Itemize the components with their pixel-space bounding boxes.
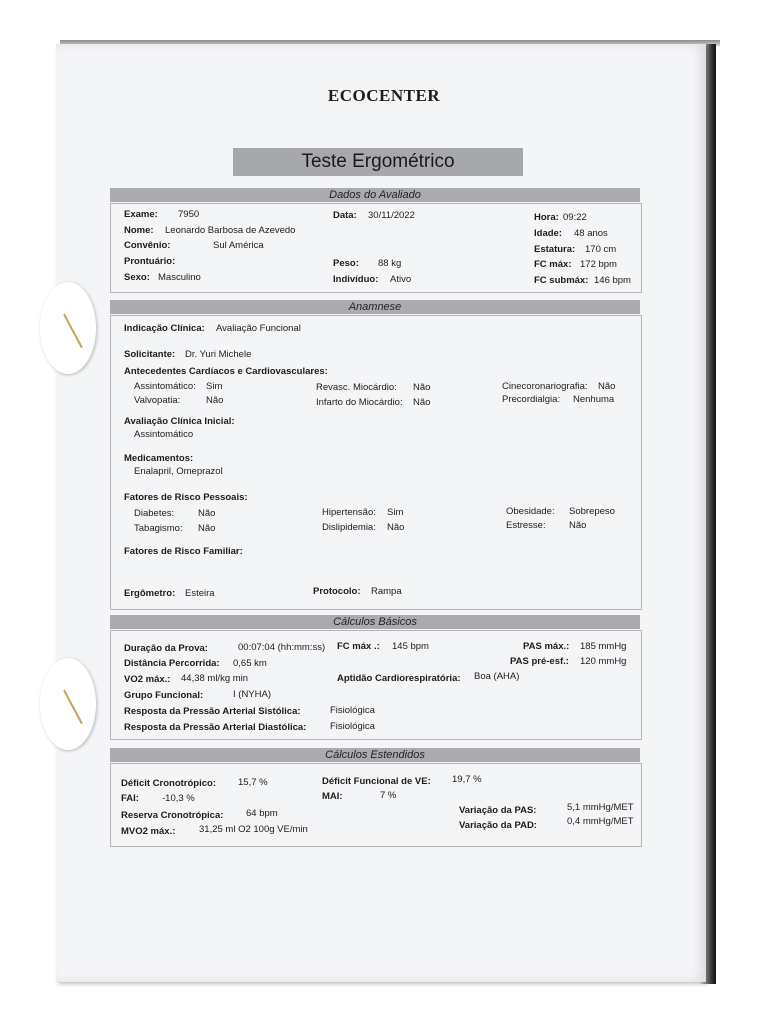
label-deficit-ve: Déficit Funcional de VE:	[322, 776, 431, 787]
section-header-anamnese: Anamnese	[110, 300, 640, 314]
label-revasc: Revasc. Miocárdio:	[316, 382, 397, 393]
value-obesidade: Sobrepeso	[569, 506, 615, 517]
value-mvo2: 31,25 ml O2 100g VE/min	[199, 824, 308, 835]
value-data: 30/11/2022	[368, 210, 415, 221]
label-aptidao: Aptidão Cardiorespiratória:	[337, 673, 461, 684]
value-avaliacao: Assintomático	[134, 429, 194, 440]
label-antecedentes: Antecedentes Cardíacos e Cardiovasculares:	[124, 366, 328, 377]
label-nome: Nome:	[124, 225, 154, 236]
value-revasc: Não	[413, 382, 431, 393]
value-exame: 7950	[178, 209, 200, 220]
value-paspre: 120 mmHg	[580, 656, 627, 667]
value-reserva: 64 bpm	[246, 808, 278, 819]
value-peso: 88 kg	[378, 258, 402, 269]
clinic-brand: ECOCENTER	[327, 86, 441, 105]
label-medicamentos: Medicamentos:	[124, 453, 194, 464]
label-cineco: Cinecoronariografia:	[502, 381, 588, 392]
value-tabagismo: Não	[198, 523, 216, 534]
label-mai: MAI:	[322, 791, 343, 802]
label-diabetes: Diabetes:	[134, 508, 175, 519]
label-indicacao: Indicação Clínica:	[124, 323, 205, 334]
value-cineco: Não	[598, 381, 616, 392]
section-header-estendidos: Cálculos Estendidos	[110, 748, 640, 762]
value-distancia: 0,65 km	[233, 658, 267, 669]
label-distancia: Distância Percorrida:	[124, 658, 220, 669]
label-solicitante: Solicitante:	[124, 349, 176, 360]
label-precordialgia: Precordialgia:	[502, 394, 561, 405]
label-diastolica: Resposta da Pressão Arterial Diastólica:	[124, 722, 307, 733]
value-fcmax: 172 bpm	[580, 259, 617, 270]
label-fcsubmax: FC submáx:	[534, 275, 589, 286]
value-convenio: Sul América	[213, 240, 264, 251]
value-deficit: 15,7 %	[238, 777, 268, 788]
label-basicos-fcmax: FC máx .:	[337, 641, 380, 652]
value-pasmax: 185 mmHg	[580, 641, 627, 652]
label-fatores: Fatores de Risco Pessoais:	[124, 492, 248, 503]
value-assintomatico: Sim	[206, 381, 223, 392]
label-valvopatia: Valvopatia:	[134, 395, 181, 406]
value-individuo: Ativo	[390, 274, 412, 285]
value-dislipidemia: Não	[387, 522, 405, 533]
value-diastolica: Fisiológica	[330, 721, 375, 732]
label-infarto: Infarto do Miocárdio:	[316, 397, 403, 408]
label-idade: Idade:	[534, 228, 562, 239]
label-vo2: VO2 máx.:	[124, 674, 171, 685]
value-sistolica: Fisiológica	[330, 705, 375, 716]
value-ergometro: Esteira	[185, 588, 215, 599]
label-obesidade: Obesidade:	[506, 506, 555, 517]
report-title: Teste Ergométrico	[233, 148, 523, 176]
section-header-dados: Dados do Avaliado	[110, 188, 640, 202]
label-convenio: Convênio:	[124, 240, 171, 251]
label-dislipidemia: Dislipidemia:	[322, 522, 376, 533]
value-estresse: Não	[569, 520, 587, 531]
value-sexo: Masculino	[158, 272, 201, 283]
section-header-basicos: Cálculos Básicos	[110, 615, 640, 629]
value-fai: -10,3 %	[162, 793, 195, 804]
value-estatura: 170 cm	[585, 244, 617, 255]
value-medicamentos: Enalapril, Omeprazol	[134, 466, 223, 477]
value-hipertensao: Sim	[387, 507, 404, 518]
value-grupo: I (NYHA)	[233, 689, 271, 700]
label-ergometro: Ergômetro:	[124, 588, 176, 599]
label-hipertensao: Hipertensão:	[322, 507, 376, 518]
label-exame: Exame:	[124, 209, 158, 220]
label-reserva: Reserva Cronotrópica:	[121, 810, 224, 821]
label-mvo2: MVO2 máx.:	[121, 826, 176, 837]
label-var-pad: Variação da PAD:	[459, 820, 537, 831]
value-deficit-ve: 19,7 %	[452, 774, 482, 785]
value-nome: Leonardo Barbosa de Azevedo	[165, 225, 296, 236]
label-tabagismo: Tabagismo:	[134, 523, 183, 534]
label-familiar: Fatores de Risco Familiar:	[124, 546, 243, 557]
value-diabetes: Não	[198, 508, 216, 519]
label-data: Data:	[333, 210, 357, 221]
label-fcmax: FC máx:	[534, 259, 572, 270]
value-var-pas: 5,1 mmHg/MET	[567, 802, 634, 813]
value-mai: 7 %	[380, 790, 397, 801]
value-var-pad: 0,4 mmHg/MET	[567, 816, 634, 827]
value-protocolo: Rampa	[371, 586, 402, 597]
label-assintomatico: Assintomático:	[134, 381, 196, 392]
label-fai: FAI:	[121, 793, 139, 804]
value-hora: 09:22	[563, 212, 587, 223]
value-fcsubmax: 146 bpm	[594, 275, 631, 286]
label-pasmax: PAS máx.:	[523, 641, 570, 652]
label-prontuario: Prontuário:	[124, 256, 176, 267]
label-peso: Peso:	[333, 258, 359, 269]
label-sexo: Sexo:	[124, 272, 150, 283]
value-infarto: Não	[413, 397, 431, 408]
value-solicitante: Dr. Yuri Michele	[185, 349, 252, 360]
label-estresse: Estresse:	[506, 520, 546, 531]
value-aptidao: Boa (AHA)	[474, 671, 520, 682]
value-indicacao: Avaliação Funcional	[216, 323, 301, 334]
value-vo2: 44,38 ml/kg min	[181, 673, 249, 684]
label-paspre: PAS pré-esf.:	[510, 656, 569, 667]
label-grupo: Grupo Funcional:	[124, 690, 204, 701]
value-precordialgia: Nenhuma	[573, 394, 615, 405]
value-valvopatia: Não	[206, 395, 224, 406]
label-individuo: Indivíduo:	[333, 274, 379, 285]
label-estatura: Estatura:	[534, 244, 576, 255]
label-avaliacao: Avaliação Clínica Inicial:	[124, 416, 235, 427]
punch-hole-top	[40, 282, 96, 374]
value-idade: 48 anos	[574, 228, 608, 239]
punch-hole-bottom	[40, 658, 96, 750]
label-duracao: Duração da Prova:	[124, 643, 208, 654]
label-var-pas: Variação da PAS:	[459, 805, 537, 816]
label-protocolo: Protocolo:	[313, 586, 361, 597]
label-sistolica: Resposta da Pressão Arterial Sistólica:	[124, 706, 301, 717]
label-hora: Hora:	[534, 212, 559, 223]
value-duracao: 00:07:04 (hh:mm:ss)	[238, 642, 326, 653]
value-basicos-fcmax: 145 bpm	[392, 641, 429, 652]
label-deficit: Déficit Cronotrópico:	[121, 778, 216, 789]
